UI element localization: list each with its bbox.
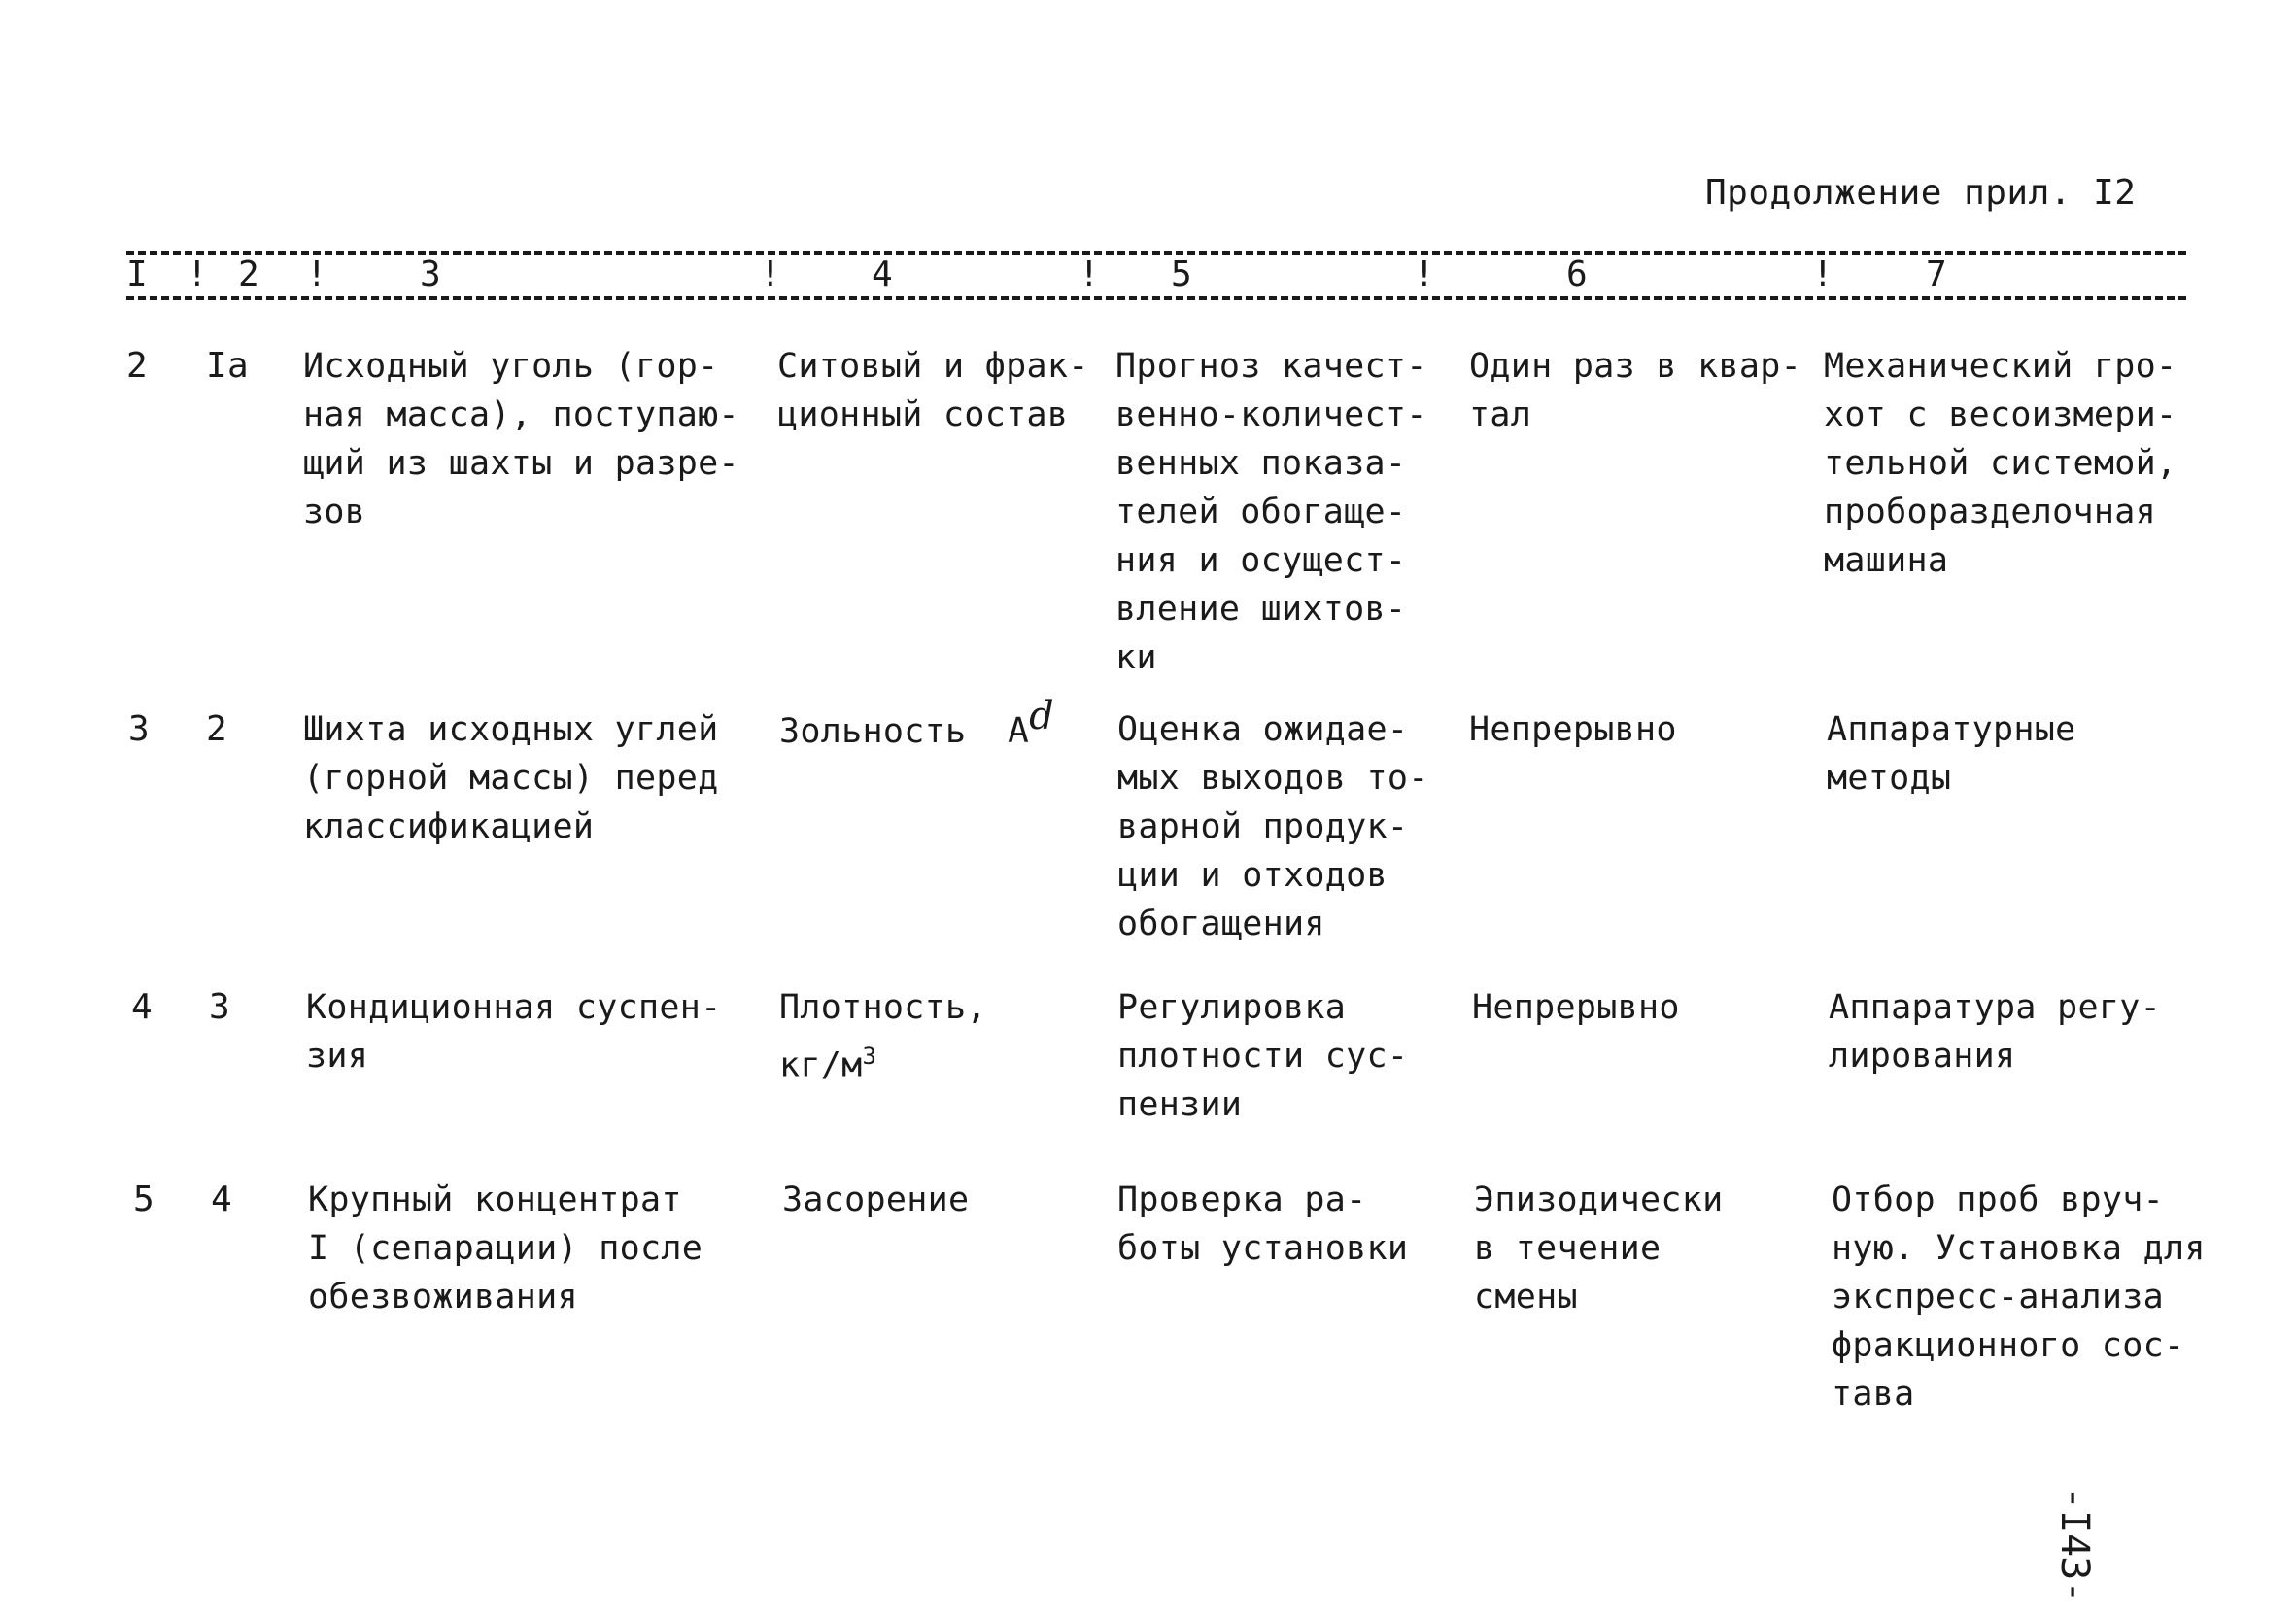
column-separator: ! — [1414, 255, 1435, 294]
row-method: Аппаратурные методы — [1827, 710, 2076, 798]
row-object: Крупный концентрат I (сепарации) после обезвоживания — [308, 1180, 703, 1316]
ash-symbol: A — [1008, 711, 1030, 751]
unit-superscript: 3 — [862, 1043, 877, 1070]
row-purpose: Прогноз качест- венно-количест- венных показа- телей обогаще- ния и осущест- вление шихтов- ки — [1115, 347, 1427, 677]
parameter-unit: кг/м — [779, 1045, 863, 1085]
row-frequency: Непрерывно — [1469, 710, 1677, 749]
row-parameter — [779, 983, 987, 1090]
row-parameter: Ситовый и фрак- ционный состав — [777, 347, 1089, 434]
parameter-text: Зольность — [779, 712, 967, 751]
continuation-label: Продолжение прил. I2 — [1705, 173, 2137, 213]
column-number-3: 3 — [420, 255, 441, 294]
row-object: Исходный уголь (гор- ная масса), поступаю- щий из шахты и разре- зов — [303, 347, 739, 531]
row-purpose: Оценка ожидае- мых выходов то- варной продук- ции и отходов обогащения — [1117, 710, 1429, 943]
column-separator: ! — [187, 255, 208, 294]
row-method: Отбор проб вруч- ную. Установка для экспресс-анализа фракционного сос- тава — [1832, 1180, 2206, 1414]
column-separator: ! — [1079, 255, 1100, 294]
column-number-6: 6 — [1566, 255, 1588, 294]
row-item-number: 2 — [206, 709, 227, 749]
parameter-text: Плотность, — [779, 988, 987, 1027]
column-separator: ! — [760, 255, 781, 294]
row-frequency: Непрерывно — [1472, 988, 1680, 1027]
row-number: 5 — [133, 1180, 154, 1219]
row-item-number: Iа — [206, 346, 249, 386]
row-number: 4 — [131, 987, 153, 1027]
ash-symbol-superscript: d — [1029, 694, 1054, 738]
row-item-number: 3 — [209, 987, 230, 1027]
row-object: Кондиционная суспен- зия — [306, 988, 722, 1076]
column-number-4: 4 — [872, 255, 893, 294]
row-purpose: Проверка ра- боты установки — [1117, 1180, 1409, 1268]
row-object: Шихта исходных углей (горной массы) перед классификацией — [303, 710, 719, 846]
row-number: 2 — [126, 346, 148, 386]
row-parameter — [779, 694, 1054, 756]
row-item-number: 4 — [211, 1180, 232, 1219]
row-method: Аппаратура регу- лирования — [1829, 988, 2161, 1076]
row-frequency: Эпизодически в течение смены — [1474, 1180, 1724, 1316]
row-number: 3 — [128, 709, 150, 749]
column-number-1: I — [126, 255, 148, 294]
row-purpose: Регулировка плотности сус- пензии — [1117, 988, 1409, 1124]
column-number-7: 7 — [1926, 255, 1947, 294]
table-header-rule — [126, 296, 2186, 300]
row-parameter: Засорение — [782, 1180, 970, 1219]
column-number-2: 2 — [238, 255, 259, 294]
column-separator: ! — [306, 255, 327, 294]
page-number: -I43- — [2052, 1487, 2097, 1604]
row-method: Механический гро- хот с весоизмери- тельной системой, пробоpазделочная машина — [1824, 347, 2177, 580]
column-number-5: 5 — [1171, 255, 1192, 294]
column-separator: ! — [1812, 255, 1833, 294]
row-frequency: Один раз в квар- тал — [1469, 347, 1801, 434]
